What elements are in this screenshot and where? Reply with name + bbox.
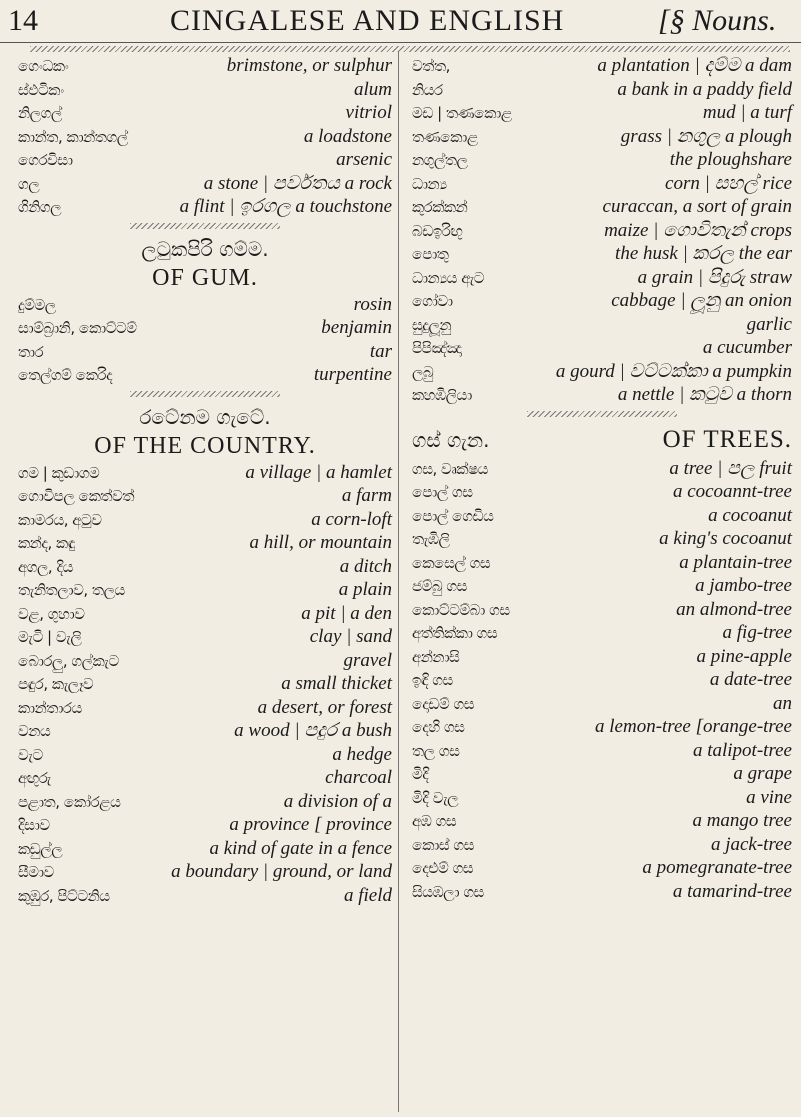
- entry-sinhala: කාමරය, අටුව: [18, 510, 102, 529]
- entry-row: [18, 719, 392, 743]
- trees-heading-english: OF TREES.: [662, 425, 792, 453]
- entry-sinhala: පිපිඤ්ඤා: [412, 339, 462, 357]
- entry-row: [18, 860, 392, 884]
- entry-english: a king's cocoanut: [659, 528, 792, 549]
- section-ornament: [130, 391, 280, 397]
- entry-row: [18, 195, 392, 219]
- entry-row: [412, 101, 792, 125]
- entry-sinhala: අඟුරු: [18, 769, 51, 787]
- entry-sinhala: මිදි වැල: [412, 788, 459, 807]
- entry-sinhala: දෙළුම් ගස: [412, 859, 474, 877]
- entry-sinhala: ගිනිගල: [18, 198, 62, 216]
- page-section: [§ Nouns.: [658, 4, 777, 37]
- entry-english: a jambo-tree: [695, 575, 792, 596]
- entry-row: [18, 813, 392, 837]
- entry-sinhala: කඩුල්ල: [18, 839, 63, 858]
- minerals-list: [18, 54, 392, 219]
- entry-sinhala: දෙහි ගස: [412, 718, 465, 736]
- entry-english: a cocoanut: [708, 504, 792, 526]
- entry-english: a gourd | වට්ටක්කා a pumpkin: [555, 360, 792, 382]
- entry-english: a flint | ඉරගල a touchstone: [179, 196, 392, 217]
- entry-sinhala: වළ, ගුහාව: [18, 604, 85, 623]
- entry-sinhala: ධාන්‍යය ඇට: [412, 268, 485, 287]
- entry-sinhala: කුඹුර, පිට්ටනිය: [18, 886, 110, 905]
- entry-sinhala: අඹ ගස: [412, 812, 457, 830]
- entry-row: [18, 78, 392, 102]
- entry-row: [412, 78, 792, 102]
- entry-english: a plantain-tree: [679, 551, 792, 573]
- entry-row: [412, 54, 792, 78]
- entry-english: clay | sand: [309, 626, 392, 647]
- entry-row: [18, 837, 392, 861]
- entry-row: [18, 125, 392, 149]
- entry-sinhala: තල ගස: [412, 741, 460, 760]
- entry-sinhala: පොතු: [412, 245, 449, 263]
- entry-row: [412, 195, 792, 219]
- entry-english: charcoal: [325, 767, 392, 788]
- entry-english: a pit | a den: [301, 602, 392, 624]
- entry-english: a plantation | දම්ම a dam: [597, 55, 792, 76]
- gum-heading-sinhala: ලටුකපිරි ගම්ම.: [141, 236, 269, 261]
- entry-english: a farm: [341, 485, 392, 506]
- entry-english: turpentine: [313, 364, 392, 385]
- entry-row: [412, 762, 792, 786]
- trees-heading: [412, 423, 792, 457]
- entry-english: maize | ගොවිතැන් crops: [604, 219, 792, 241]
- entry-sinhala: පොල් ගස: [412, 483, 473, 501]
- entry-sinhala: ඉඳි ගස: [412, 671, 453, 689]
- entry-english: tar: [369, 340, 392, 362]
- entry-row: [412, 856, 792, 880]
- entry-sinhala: නිලගල්: [18, 104, 62, 122]
- entry-sinhala: අත්තික්කා ගස: [412, 624, 498, 642]
- entry-sinhala: ගෝවා: [412, 292, 453, 310]
- entry-row: [412, 809, 792, 833]
- entry-sinhala: ජම්බු ගස: [412, 577, 467, 595]
- entry-row: [412, 360, 792, 384]
- entry-sinhala: මැටි | වැලි: [18, 628, 82, 646]
- entry-row: [412, 715, 792, 739]
- entry-sinhala: වැට: [18, 745, 43, 764]
- country-list: [18, 461, 392, 908]
- entry-row: [412, 504, 792, 528]
- entry-row: [18, 602, 392, 626]
- entry-sinhala: අන්නාසි: [412, 647, 460, 666]
- entry-english: a hill, or mountain: [249, 532, 392, 553]
- entry-sinhala: බොරලු, ගල්කැට: [18, 651, 119, 670]
- entry-english: alum: [354, 78, 392, 100]
- entry-english: garlic: [746, 313, 792, 335]
- entry-sinhala: කුරක්කන්: [412, 198, 468, 216]
- entry-sinhala: අගල, දිය: [18, 557, 73, 576]
- entry-sinhala: ගොවිපල කෙත්වත්: [18, 487, 135, 505]
- trees-list: [412, 457, 792, 904]
- entry-sinhala: කෙසෙල් ගස: [412, 553, 491, 572]
- country-heading: OF THE COUNTRY.: [94, 432, 316, 459]
- entry-row: [412, 148, 792, 172]
- entry-row: [18, 696, 392, 720]
- entry-english: curaccan, a sort of grain: [602, 196, 792, 217]
- entry-english: a cocoannt-tree: [672, 481, 792, 502]
- gum-list: [18, 293, 392, 387]
- entry-row: [18, 578, 392, 602]
- entry-english: cabbage | ලූනු an onion: [611, 290, 792, 311]
- entry-row: [18, 484, 392, 508]
- entry-english: the ploughshare: [669, 149, 792, 170]
- entry-english: a talipot-tree: [692, 739, 792, 761]
- entry-english: a tree | පල fruit: [669, 457, 792, 479]
- entry-sinhala: කන්ද, කඳු: [18, 534, 75, 552]
- entry-english: a loadstone: [303, 125, 392, 147]
- entry-sinhala: සුදුලූනු: [412, 315, 452, 334]
- entry-row: [412, 621, 792, 645]
- entry-row: [18, 672, 392, 696]
- entry-english: a bank in a paddy field: [617, 78, 792, 100]
- entry-sinhala: කාන්ත, කාන්තගල්: [18, 127, 128, 146]
- entry-sinhala: වත්ත,: [412, 57, 450, 75]
- entry-sinhala: ගෙංධකං: [18, 57, 69, 75]
- entry-english: a hedge: [332, 743, 392, 765]
- entry-row: [18, 884, 392, 908]
- page-title: CINGALESE AND ENGLISH: [170, 4, 565, 37]
- entry-sinhala: ධාන්‍ය: [412, 174, 447, 193]
- entry-english: a plain: [338, 579, 392, 600]
- entry-english: corn | සහල් rice: [665, 172, 792, 194]
- entry-row: [412, 125, 792, 149]
- entry-row: [412, 833, 792, 857]
- entry-sinhala: තැඹිලි: [412, 530, 450, 548]
- entry-english: a field: [343, 884, 392, 906]
- entry-english: gravel: [343, 649, 392, 671]
- entry-row: [412, 692, 792, 716]
- entry-english: a vine: [746, 786, 792, 808]
- entry-row: [18, 649, 392, 673]
- entry-row: [412, 786, 792, 810]
- entry-sinhala: දිසාව: [18, 816, 50, 834]
- entry-row: [412, 668, 792, 692]
- entry-sinhala: කොට්ටම්බා ගස: [412, 600, 510, 619]
- entry-row: [412, 574, 792, 598]
- entry-english: a jack-tree: [710, 833, 792, 855]
- entry-english: a ditch: [339, 555, 392, 577]
- entry-english: a pine-apple: [696, 645, 792, 667]
- entry-row: [412, 172, 792, 196]
- entry-row: [18, 743, 392, 767]
- entry-row: [412, 551, 792, 575]
- entry-sinhala: කාන්තාරය: [18, 698, 82, 717]
- entry-sinhala: වනය: [18, 722, 51, 740]
- entry-english: a kind of gate in a fence: [209, 837, 392, 859]
- section-ornament: [527, 411, 677, 417]
- section-ornament: [130, 223, 280, 229]
- entry-row: [18, 531, 392, 555]
- entry-row: [18, 293, 392, 317]
- entry-row: [18, 363, 392, 387]
- left-column: [18, 54, 392, 907]
- entry-sinhala: පඳුර, කැලෑව: [18, 675, 94, 693]
- gum-heading: OF GUM.: [152, 264, 258, 291]
- entry-row: [18, 101, 392, 125]
- entry-sinhala: කහඹිලියා: [412, 386, 472, 404]
- entry-row: [18, 172, 392, 196]
- entry-english: a desert, or forest: [257, 696, 392, 718]
- entry-sinhala: ගම | කුඩාගම: [18, 463, 100, 482]
- plants-list: [412, 54, 792, 407]
- entry-sinhala: මිදි: [412, 765, 429, 783]
- entry-english: mud | a turf: [702, 102, 792, 123]
- entry-row: [412, 880, 792, 904]
- entry-sinhala: දුම්මල: [18, 295, 56, 314]
- entry-sinhala: දොඩම් ගස: [412, 694, 475, 713]
- entry-english: rosin: [353, 293, 392, 315]
- entry-row: [18, 790, 392, 814]
- entry-sinhala: පළාත, කෝරළය: [18, 792, 121, 811]
- entry-row: [412, 289, 792, 313]
- entry-english: a corn-loft: [311, 508, 392, 530]
- entry-row: [18, 555, 392, 579]
- entry-sinhala: ලබු: [412, 362, 434, 381]
- entry-row: [412, 383, 792, 407]
- entry-english: a grain | පිදුරු straw: [637, 266, 792, 288]
- entry-row: [18, 316, 392, 340]
- entry-english: grass | නගුල a plough: [620, 125, 792, 147]
- entry-english: a wood | පදුර a bush: [234, 720, 392, 741]
- entry-row: [412, 598, 792, 622]
- entry-sinhala: සියඹලා ගස: [412, 882, 484, 901]
- entry-sinhala: කොස් ගස: [412, 835, 474, 854]
- entry-row: [412, 219, 792, 243]
- entry-sinhala: බඩඉරිඟු: [412, 221, 463, 240]
- entry-row: [412, 739, 792, 763]
- entry-sinhala: මඩ | තණකොළ: [412, 104, 512, 122]
- entry-sinhala: පොල් ගෙඩිය: [412, 506, 494, 525]
- entry-sinhala: තණකොළ: [412, 127, 478, 146]
- entry-row: [18, 625, 392, 649]
- entry-english: a boundary | ground, or land: [171, 861, 392, 882]
- entry-row: [18, 148, 392, 172]
- entry-sinhala: තෙල්ගම් කෙරිද: [18, 366, 113, 384]
- entry-english: arsenic: [336, 149, 392, 170]
- entry-row: [412, 336, 792, 360]
- entry-english: an: [773, 692, 792, 714]
- header-rule: [0, 42, 801, 43]
- entry-english: a mango tree: [692, 810, 792, 831]
- entry-english: a tamarind-tree: [672, 880, 792, 902]
- entry-english: a lemon-tree [orange-tree: [595, 716, 792, 737]
- entry-english: a nettle | කටුව a thorn: [617, 384, 792, 405]
- entry-row: [412, 645, 792, 669]
- entry-row: [18, 766, 392, 790]
- entry-sinhala: නියර: [412, 80, 443, 99]
- entry-row: [412, 242, 792, 266]
- entry-sinhala: ගෙරවිසා: [18, 151, 73, 169]
- entry-row: [18, 461, 392, 485]
- entry-row: [412, 457, 792, 481]
- entry-row: [412, 480, 792, 504]
- entry-english: a pomegranate-tree: [642, 857, 792, 878]
- entry-row: [412, 527, 792, 551]
- entry-sinhala: ගස, වෘක්ෂය: [412, 459, 488, 478]
- entry-row: [18, 508, 392, 532]
- entry-english: a date-tree: [709, 669, 792, 690]
- entry-english: an almond-tree: [676, 598, 792, 620]
- entry-sinhala: සාම්බ්‍රානි, කොට්ටම්: [18, 319, 137, 337]
- entry-english: brimstone, or sulphur: [226, 55, 392, 76]
- entry-english: a division of a: [283, 790, 392, 812]
- right-column: [412, 54, 792, 903]
- entry-english: vitriol: [345, 102, 392, 123]
- entry-english: benjamin: [321, 317, 392, 338]
- entry-english: a stone | පර්වතය a rock: [203, 172, 392, 194]
- entry-sinhala: තාර: [18, 342, 44, 361]
- entry-row: [18, 54, 392, 78]
- entry-english: a fig-tree: [722, 622, 792, 643]
- entry-row: [412, 313, 792, 337]
- trees-heading-sinhala: ගස් ගැන.: [412, 427, 490, 452]
- country-heading-sinhala: රටේනම ගැටේ.: [139, 404, 271, 429]
- column-divider: [398, 52, 399, 1112]
- entry-english: a grape: [733, 763, 792, 784]
- entry-english: a cucumber: [702, 337, 792, 358]
- entry-row: [412, 266, 792, 290]
- entry-row: [18, 340, 392, 364]
- entry-english: a small thicket: [281, 673, 392, 694]
- ornamental-rule: [30, 46, 790, 52]
- entry-sinhala: තැනිතලාව, තලය: [18, 581, 125, 599]
- entry-english: a village | a hamlet: [245, 461, 392, 483]
- page-number: 14: [8, 4, 38, 37]
- entry-english: the husk | කරල the ear: [615, 243, 792, 264]
- page-header: [0, 0, 801, 52]
- entry-sinhala: නගුල්තල: [412, 151, 468, 169]
- entry-sinhala: ස්ඵටිකං: [18, 80, 64, 99]
- entry-english: a province [ province: [229, 814, 392, 835]
- entry-sinhala: සීමාව: [18, 863, 54, 881]
- entry-sinhala: ගල: [18, 174, 40, 193]
